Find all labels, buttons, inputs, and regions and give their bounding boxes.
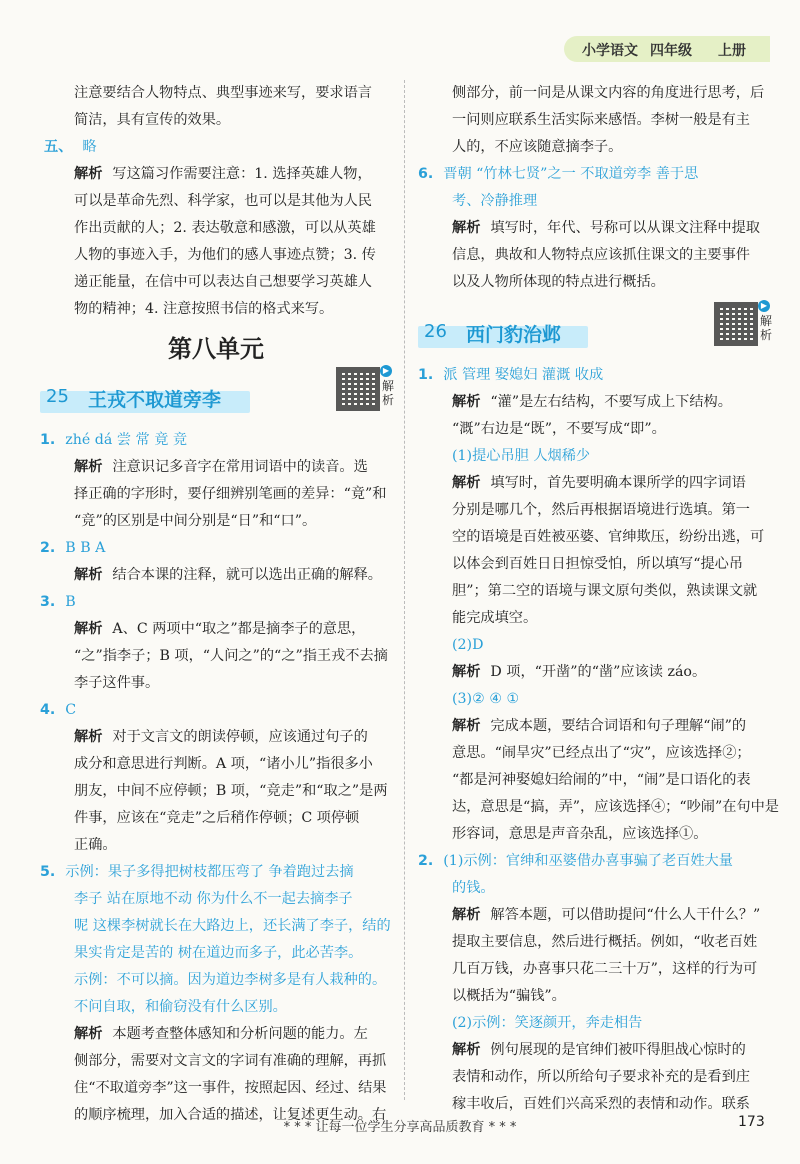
analysis-line: 能完成填空。	[452, 610, 538, 626]
right-column	[418, 80, 779, 1118]
analysis-tag: 解析	[452, 907, 481, 923]
question-1	[40, 427, 392, 454]
analysis-text: 注意识记多音字在常用词语中的读音。选	[112, 459, 368, 475]
answer: (1)示例：官绅和巫婆借办喜事骗了老百姓大量	[443, 853, 733, 869]
lesson-25-header	[40, 366, 395, 423]
page-number: 173	[738, 1114, 765, 1130]
question-1	[418, 362, 770, 389]
analysis-tag: 解析	[74, 1026, 103, 1042]
answer: zhé dá 尝 常 竟 竞	[65, 432, 188, 448]
analysis-line: 稼丰收后，百姓们兴高采烈的表情和动作。联系	[452, 1096, 750, 1112]
analysis-line	[418, 659, 770, 686]
play-icon: ▶	[380, 365, 392, 377]
text-line: 注意要结合人物特点、典型事迹来写，要求语言	[74, 85, 372, 101]
question-3	[40, 589, 392, 616]
analysis-text: 完成本题，要结合词语和句子理解“闹”的	[490, 718, 747, 734]
answer-line: 的钱。	[452, 880, 495, 896]
sub-answer: (2)D	[452, 637, 484, 653]
analysis-tag: 解析	[74, 166, 103, 182]
analysis-text: 本题考查整体感知和分析问题的能力。左	[112, 1026, 368, 1042]
qr-code[interactable]	[336, 365, 395, 421]
answer-line: 示例：不可以摘。因为道边李树多是有人栽种的。	[74, 972, 387, 988]
answer-line: 呢 这棵李树就长在大路边上，还长满了李子，结的	[74, 918, 391, 934]
question-4	[40, 697, 392, 724]
analysis-line: 可以是革命先烈、科学家，也可以是其他为人民	[74, 193, 372, 209]
analysis-line: 正确。	[74, 837, 117, 853]
analysis-tag: 解析	[452, 1042, 481, 1058]
question-number: 2.	[418, 853, 434, 869]
answer-line: 李子 站在原地不动 你为什么不一起去摘李子	[74, 891, 353, 907]
qr-code[interactable]	[714, 300, 773, 356]
sub-answer: (2)示例：笑逐颜开，奔走相告	[452, 1015, 643, 1031]
analysis-line: 物的精神；4. 注意按照书信的格式来写。	[74, 301, 334, 317]
lesson-number: 25	[46, 386, 69, 407]
analysis-tag: 解析	[452, 664, 481, 680]
analysis-line	[418, 389, 770, 416]
answer: 示例：果子多得把树枝都压弯了 争着跑过去摘	[65, 864, 354, 880]
column-divider	[404, 80, 405, 1100]
analysis-text: “灌”是左右结构，不要写成上下结构。	[490, 394, 732, 410]
play-icon: ▶	[758, 300, 770, 312]
answer: B	[65, 594, 76, 610]
question-number: 1.	[40, 432, 56, 448]
analysis-line: 分别是哪几个，然后再根据语境进行选填。第一	[452, 502, 750, 518]
question-5	[40, 134, 392, 161]
analysis-text: 例句展现的是官绅们被吓得胆战心惊时的	[490, 1042, 746, 1058]
lesson-title: 西门豹治邺	[466, 324, 562, 346]
question-number: 6.	[418, 166, 434, 182]
analysis-tag: 解析	[74, 729, 103, 745]
analysis-line: 以概括为“骗钱”。	[452, 988, 566, 1004]
analysis-text: 填写时，首先要明确本课所学的四字词语	[490, 475, 746, 491]
lesson-title: 王戎不取道旁李	[88, 389, 222, 411]
lesson-number: 26	[424, 321, 447, 342]
question-5b	[40, 859, 392, 886]
unit-title: 第八单元	[168, 335, 264, 363]
analysis-line: 递正能量，在信中可以表达自己想要学习英雄人	[74, 274, 372, 290]
analysis-tag: 解析	[74, 567, 103, 583]
header-volume: 上册	[718, 43, 746, 59]
analysis-text: A、C 两项中“取之”都是摘李子的意思，	[112, 621, 366, 637]
analysis-line: 几百万钱，办喜事只花二三十万”，这样的行为可	[452, 961, 758, 977]
analysis-line: 表情和动作，所以所给句子要求补充的是看到庄	[452, 1069, 750, 1085]
text-line: 侧部分，前一问是从课文内容的角度进行思考，后	[452, 85, 765, 101]
text-line: 人的，不应该随意摘李子。	[452, 139, 623, 155]
analysis-line: 信息，典故和人物特点应该抓住课文的主要事件	[452, 247, 750, 263]
analysis-line: “溉”右边是“既”，不要写成“即”。	[452, 421, 666, 437]
analysis-tag: 解析	[452, 220, 481, 236]
answer: 略	[82, 139, 97, 155]
analysis-line	[418, 713, 770, 740]
question-number: 4.	[40, 702, 56, 718]
question-number: 1.	[418, 367, 434, 383]
qr-code-icon[interactable]	[714, 302, 758, 346]
analysis-line: 件事，应该在“竞走”之后稍作停顿；C 项停顿	[74, 810, 360, 826]
analysis-line: 的顺序梳理，加入合适的描述，让复述更生动。右	[74, 1107, 387, 1123]
left-column	[40, 80, 395, 1129]
analysis-line: 李子这件事。	[74, 675, 160, 691]
answer-line: 果实肯定是苦的 树在道边而多子，此必苦李。	[74, 945, 363, 961]
analysis-line: “都是河神娶媳妇给闹的”中，“闹”是口语化的表	[452, 772, 751, 788]
analysis-line: 达，意思是“搞，弄”，应该选择④；“吵闹”在句中是	[452, 799, 779, 815]
question-number: 五、	[44, 139, 73, 155]
analysis-tag: 解析	[452, 718, 481, 734]
analysis-line: 择正确的字形时，要仔细辨别笔画的差异：“竟”和	[74, 486, 387, 502]
question-number: 3.	[40, 594, 56, 610]
analysis-line: 人物的事迹入手，为他们的感人事迹点赞；3. 传	[74, 247, 376, 263]
analysis-line: 作出贡献的人；2. 表达敬意和感激，可以从英雄	[74, 220, 376, 236]
analysis-text: 填写时，年代、号称可以从课文注释中提取	[490, 220, 760, 236]
analysis-tag: 解析	[74, 459, 103, 475]
analysis-line: 胆”；第二空的语境与课文原句类似，熟读课文就	[452, 583, 758, 599]
analysis-line	[40, 1021, 392, 1048]
analysis-line: 成分和意思进行判断。A 项，“诸小儿”指很多小	[74, 756, 373, 772]
answer: C	[65, 702, 77, 718]
analysis-line	[40, 161, 392, 188]
analysis-line: 空的语境是百姓被巫婆、官绅欺压，纷纷出逃，可	[452, 529, 765, 545]
header-subject: 小学语文	[582, 43, 638, 59]
analysis-tag: 解析	[452, 475, 481, 491]
text-line: 一问则应联系生活实际来感悟。李树一般是有主	[452, 112, 750, 128]
answer-line: 考、冷静推理	[452, 193, 538, 209]
analysis-line	[40, 724, 392, 751]
analysis-line	[40, 616, 392, 643]
lesson-26-header	[418, 301, 773, 358]
analysis-text: 写这篇习作需要注意：1. 选择英雄人物，	[112, 166, 372, 182]
analysis-line: 以体会到百姓日日担惊受怕，所以填写“提心吊	[452, 556, 744, 572]
analysis-line	[418, 470, 770, 497]
question-2	[418, 848, 770, 875]
footer-slogan: * * * 让每一位学生分享高品质教育 * * *	[283, 1120, 517, 1135]
analysis-tag: 解析	[74, 621, 103, 637]
analysis-line	[418, 215, 770, 242]
text-line: 简洁，具有宣传的效果。	[74, 112, 231, 128]
analysis-line: 住“不取道旁李”这一事件，按照起因、经过、结果	[74, 1080, 387, 1096]
sub-answer: (3)② ④ ①	[452, 691, 520, 707]
question-2	[40, 535, 392, 562]
header-tab	[564, 36, 770, 62]
analysis-line: 以及人物所体现的特点进行概括。	[452, 274, 665, 290]
analysis-line: 提取主要信息，然后进行概括。例如，“收老百姓	[452, 934, 758, 950]
qr-label: 解析	[382, 379, 395, 407]
analysis-tag: 解析	[452, 394, 481, 410]
analysis-line: 意思。“闹旱灾”已经点出了“灾”，应该选择②；	[452, 745, 751, 761]
sub-answer: (1)提心吊胆 人烟稀少	[452, 448, 591, 464]
header-grade: 四年级	[650, 43, 692, 59]
answer-line: 不问自取，和偷窃没有什么区别。	[74, 999, 287, 1015]
answer: B B A	[65, 540, 106, 556]
qr-label: 解析	[760, 314, 773, 342]
analysis-text: 解答本题，可以借助提问“什么人干什么？”	[490, 907, 761, 923]
analysis-line: “之”指李子；B 项，“人问之”的“之”指王戎不去摘	[74, 648, 388, 664]
answer: 晋朝 “竹林七贤”之一 不取道旁李 善于思	[443, 166, 699, 182]
analysis-text: D 项，“开凿”的“凿”应该读 záo。	[490, 664, 707, 680]
analysis-text: 对于文言文的朗读停顿，应该通过句子的	[112, 729, 368, 745]
qr-code-icon[interactable]	[336, 367, 380, 411]
answer: 派 管理 娶媳妇 灌溉 收成	[443, 367, 604, 383]
analysis-line: 形容词，意思是声音杂乱，应该选择①。	[452, 826, 708, 842]
analysis-line: “竞”的区别是中间分别是“日”和“口”。	[74, 513, 317, 529]
analysis-line: 朋友，中间不应停顿；B 项，“竞走”和“取之”是两	[74, 783, 388, 799]
analysis-line	[40, 562, 392, 589]
analysis-line	[418, 1037, 770, 1064]
question-6	[418, 161, 770, 188]
analysis-line	[418, 902, 770, 929]
question-number: 2.	[40, 540, 56, 556]
analysis-line: 侧部分，需要对文言文的字词有准确的理解，再抓	[74, 1053, 387, 1069]
analysis-line	[40, 454, 392, 481]
analysis-text: 结合本课的注释，就可以选出正确的解释。	[112, 567, 382, 583]
question-number: 5.	[40, 864, 56, 880]
